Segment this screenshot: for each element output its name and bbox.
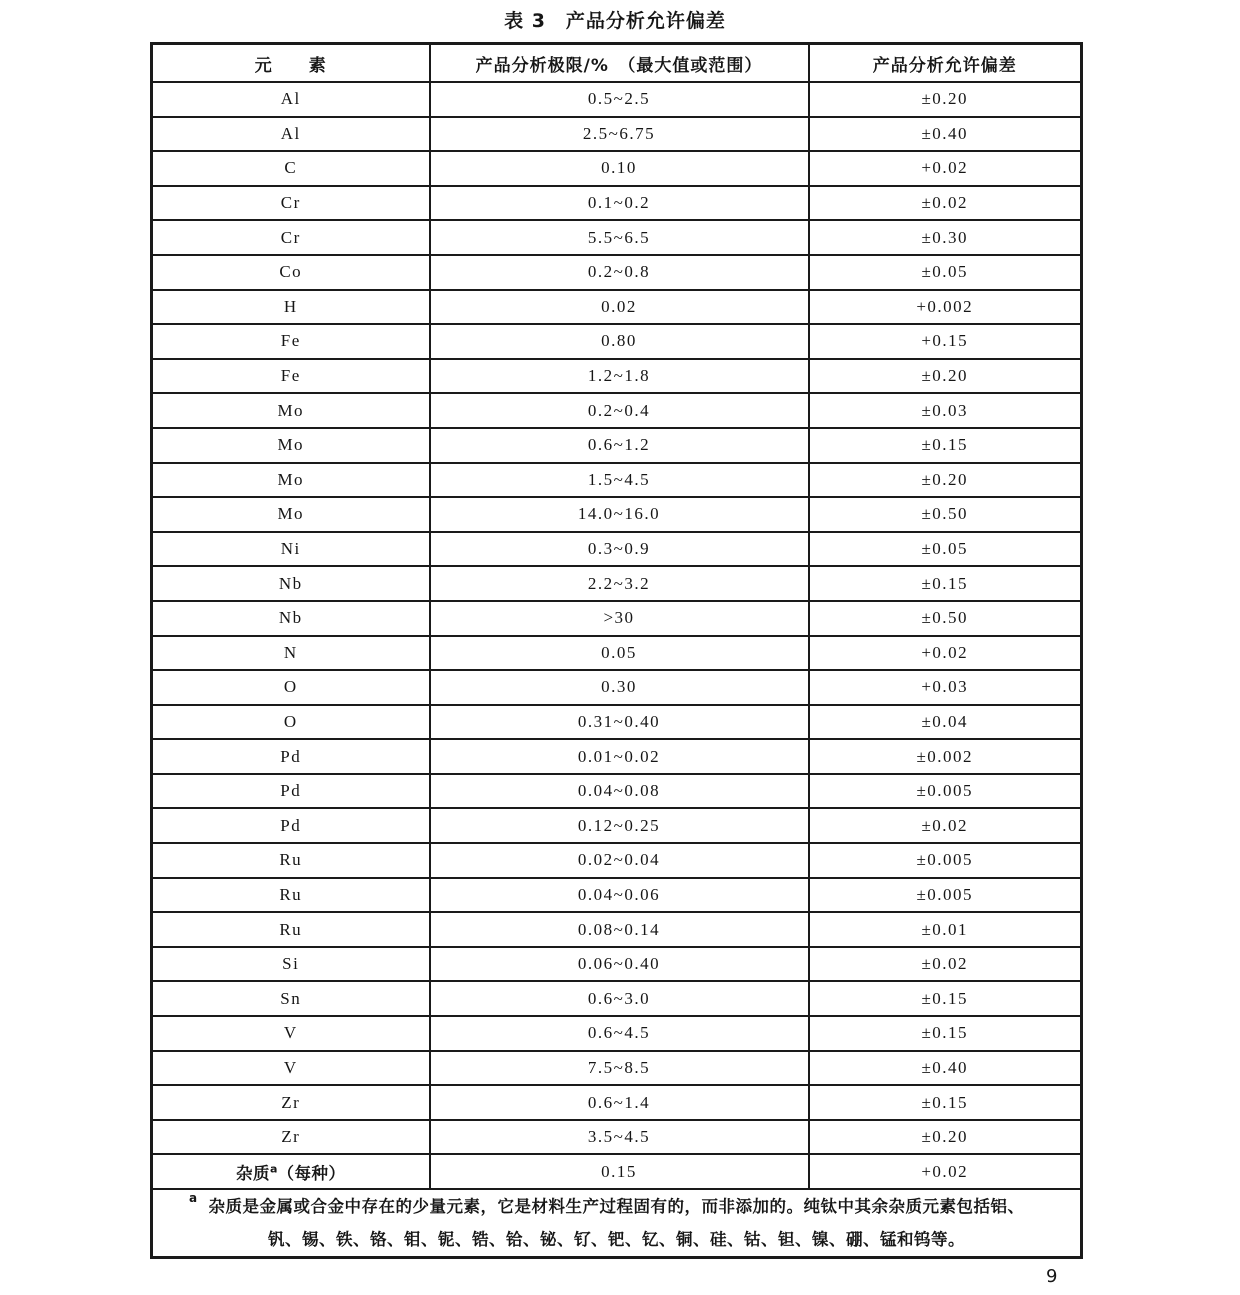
column-header-deviation: 产品分析允许偏差 [809, 44, 1082, 83]
deviation-cell: +0.002 [809, 290, 1082, 325]
table-row [152, 843, 1082, 878]
element-cell: Mo [152, 497, 430, 532]
element-cell: N [152, 636, 430, 671]
deviation-cell: ±0.05 [809, 255, 1082, 290]
limit-cell: 0.80 [430, 324, 809, 359]
limit-cell: 0.06~0.40 [430, 947, 809, 982]
deviation-cell: ±0.20 [809, 1120, 1082, 1155]
element-cell: O [152, 670, 430, 705]
limit-cell: 1.5~4.5 [430, 463, 809, 498]
deviation-cell: ±0.15 [809, 428, 1082, 463]
table-row [152, 117, 1082, 152]
header-row [152, 44, 1082, 83]
table-title: 表 3 产品分析允许偏差 [504, 10, 726, 32]
table-row [152, 82, 1082, 117]
deviation-cell: ±0.02 [809, 186, 1082, 221]
element-cell: Zr [152, 1085, 430, 1120]
deviation-cell: ±0.40 [809, 117, 1082, 152]
limit-cell: 7.5~8.5 [430, 1051, 809, 1086]
element-cell: Nb [152, 566, 430, 601]
table-row [152, 255, 1082, 290]
deviation-cell: ±0.30 [809, 220, 1082, 255]
deviation-cell: ±0.02 [809, 947, 1082, 982]
element-cell: O [152, 705, 430, 740]
limit-cell: 0.02 [430, 290, 809, 325]
table-row [152, 1120, 1082, 1155]
deviation-cell: +0.15 [809, 324, 1082, 359]
element-cell: Pd [152, 808, 430, 843]
element-cell: Cr [152, 220, 430, 255]
limit-cell: 0.10 [430, 151, 809, 186]
deviation-cell: +0.02 [809, 1154, 1082, 1189]
limit-cell: 0.12~0.25 [430, 808, 809, 843]
element-cell: Zr [152, 1120, 430, 1155]
table-row [152, 532, 1082, 567]
table-row [152, 290, 1082, 325]
table-row [152, 774, 1082, 809]
deviation-cell: ±0.15 [809, 1085, 1082, 1120]
deviation-cell: ±0.05 [809, 532, 1082, 567]
limit-cell: 2.2~3.2 [430, 566, 809, 601]
column-header-limit: 产品分析极限/% （最大值或范围） [430, 44, 809, 83]
element-cell: Co [152, 255, 430, 290]
limit-cell: >30 [430, 601, 809, 636]
element-cell: Fe [152, 324, 430, 359]
deviation-cell: ±0.005 [809, 878, 1082, 913]
table-row [152, 739, 1082, 774]
table-row [152, 1051, 1082, 1086]
table-row [152, 359, 1082, 394]
deviation-cell: ±0.002 [809, 739, 1082, 774]
table-row [152, 186, 1082, 221]
limit-cell: 0.2~0.8 [430, 255, 809, 290]
deviation-cell: ±0.01 [809, 912, 1082, 947]
element-cell: Ru [152, 912, 430, 947]
limit-cell: 0.31~0.40 [430, 705, 809, 740]
limit-cell: 0.30 [430, 670, 809, 705]
deviation-cell: ±0.20 [809, 359, 1082, 394]
element-cell: Mo [152, 393, 430, 428]
limit-cell: 0.6~4.5 [430, 1016, 809, 1051]
limit-cell: 14.0~16.0 [430, 497, 809, 532]
footnote-line-1: 杂质是金属或合金中存在的少量元素，它是材料生产过程固有的，而非添加的。纯钛中其余杂质元素包括铝、 [208, 1197, 1025, 1216]
element-cell: Al [152, 117, 430, 152]
deviation-cell: ±0.50 [809, 497, 1082, 532]
product-analysis-table [150, 42, 1083, 1259]
element-cell: Mo [152, 463, 430, 498]
deviation-cell: ±0.50 [809, 601, 1082, 636]
footnote-row [152, 1189, 1082, 1258]
element-cell: Nb [152, 601, 430, 636]
table-row [152, 808, 1082, 843]
table-row [152, 324, 1082, 359]
limit-cell: 0.6~3.0 [430, 981, 809, 1016]
table-row [152, 1016, 1082, 1051]
limit-cell: 0.5~2.5 [430, 82, 809, 117]
table-row [152, 566, 1082, 601]
table-row [152, 1154, 1082, 1189]
element-cell: Mo [152, 428, 430, 463]
deviation-cell: ±0.005 [809, 774, 1082, 809]
limit-cell: 0.1~0.2 [430, 186, 809, 221]
deviation-cell: ±0.005 [809, 843, 1082, 878]
element-cell: 杂质$^a$（每种） [152, 1154, 430, 1189]
limit-cell: 0.2~0.4 [430, 393, 809, 428]
element-cell: Cr [152, 186, 430, 221]
limit-cell: 0.05 [430, 636, 809, 671]
table-row [152, 981, 1082, 1016]
deviation-cell: ±0.20 [809, 463, 1082, 498]
deviation-cell: ±0.04 [809, 705, 1082, 740]
table-row [152, 393, 1082, 428]
deviation-cell: ±0.02 [809, 808, 1082, 843]
limit-cell: 0.6~1.2 [430, 428, 809, 463]
limit-cell: 1.2~1.8 [430, 359, 809, 394]
element-cell: Ni [152, 532, 430, 567]
element-cell: C [152, 151, 430, 186]
column-header-element: 元 素 [152, 44, 430, 83]
table-row [152, 220, 1082, 255]
deviation-cell: ±0.20 [809, 82, 1082, 117]
table-row [152, 878, 1082, 913]
limit-cell: 0.3~0.9 [430, 532, 809, 567]
limit-cell: 0.15 [430, 1154, 809, 1189]
deviation-cell: ±0.03 [809, 393, 1082, 428]
table-row [152, 463, 1082, 498]
element-cell: Fe [152, 359, 430, 394]
limit-cell: 0.6~1.4 [430, 1085, 809, 1120]
table-row [152, 670, 1082, 705]
limit-cell: 0.04~0.06 [430, 878, 809, 913]
table-row [152, 636, 1082, 671]
limit-cell: 3.5~4.5 [430, 1120, 809, 1155]
element-cell: V [152, 1051, 430, 1086]
deviation-cell: ±0.40 [809, 1051, 1082, 1086]
element-cell: Ru [152, 843, 430, 878]
table-body [152, 82, 1082, 1189]
element-cell: Si [152, 947, 430, 982]
limit-cell: 5.5~6.5 [430, 220, 809, 255]
table-footnote: a 杂质是金属或合金中存在的少量元素，它是材料生产过程固有的，而非添加的。纯钛中其余杂质元素包括铝、 钒、锡、铁、铬、钼、铌、锆、铪、铋、钌、钯、钇、铜、硅、钴、钽、镍、硼、锰和钨等。 [152, 1189, 1082, 1258]
table-row [152, 912, 1082, 947]
deviation-cell: +0.03 [809, 670, 1082, 705]
element-cell: Pd [152, 774, 430, 809]
element-cell: Ru [152, 878, 430, 913]
limit-cell: 0.08~0.14 [430, 912, 809, 947]
deviation-cell: ±0.15 [809, 981, 1082, 1016]
page-number: 9 [1046, 1266, 1058, 1287]
limit-cell: 0.04~0.08 [430, 774, 809, 809]
table-row [152, 1085, 1082, 1120]
element-cell: V [152, 1016, 430, 1051]
limit-cell: 0.01~0.02 [430, 739, 809, 774]
deviation-cell: +0.02 [809, 636, 1082, 671]
footnote-line-2: 钒、锡、铁、铬、钼、铌、锆、铪、铋、钌、钯、钇、铜、硅、钴、钽、镍、硼、锰和钨等。 [268, 1230, 965, 1249]
table-row [152, 497, 1082, 532]
element-cell: H [152, 290, 430, 325]
limit-cell: 0.02~0.04 [430, 843, 809, 878]
table-row [152, 428, 1082, 463]
deviation-cell: ±0.15 [809, 566, 1082, 601]
deviation-cell: +0.02 [809, 151, 1082, 186]
table-row [152, 947, 1082, 982]
table-row [152, 705, 1082, 740]
table-row [152, 601, 1082, 636]
element-cell: Sn [152, 981, 430, 1016]
element-cell: Pd [152, 739, 430, 774]
element-cell: Al [152, 82, 430, 117]
table-row [152, 151, 1082, 186]
limit-cell: 2.5~6.75 [430, 117, 809, 152]
deviation-cell: ±0.15 [809, 1016, 1082, 1051]
